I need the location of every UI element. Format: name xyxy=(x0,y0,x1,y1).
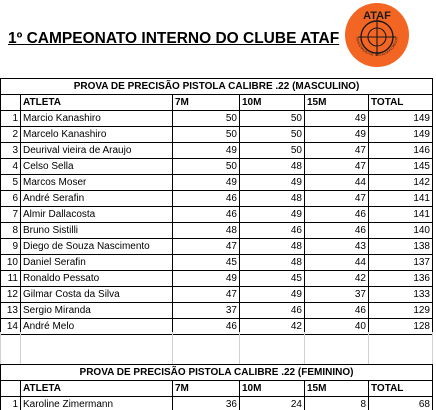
row-index: 14 xyxy=(1,319,21,335)
page-title: 1º CAMPEONATO INTERNO DO CLUBE ATAF xyxy=(8,30,340,47)
score-10m: 50 xyxy=(240,143,305,159)
score-7m: 47 xyxy=(173,287,240,303)
row-index: 7 xyxy=(1,207,21,223)
row-index: 5 xyxy=(1,175,21,191)
score-7m: 45 xyxy=(173,255,240,271)
row-index: 1 xyxy=(1,111,21,127)
score-total: 141 xyxy=(369,207,433,223)
score-15m: 8 xyxy=(305,397,369,410)
score-total: 140 xyxy=(369,223,433,239)
male-header-row xyxy=(1,95,433,111)
table-row xyxy=(1,175,433,191)
athlete-name: Ronaldo Pessato xyxy=(21,271,173,287)
score-15m: 43 xyxy=(305,239,369,255)
score-total: 133 xyxy=(369,287,433,303)
athlete-name: Sergio Miranda xyxy=(21,303,173,319)
female-results-table xyxy=(0,364,433,410)
athlete-name: Almir Dallacosta xyxy=(21,207,173,223)
athlete-name: Daniel Serafin xyxy=(21,255,173,271)
table-row xyxy=(1,303,433,319)
row-index: 12 xyxy=(1,287,21,303)
score-15m: 42 xyxy=(305,271,369,287)
athlete-name: Marcos Moser xyxy=(21,175,173,191)
table-row xyxy=(1,397,433,410)
score-10m: 48 xyxy=(240,255,305,271)
male-table-title: PROVA DE PRECISÃO PISTOLA CALIBRE .22 (MASCULINO) xyxy=(1,79,433,95)
score-7m: 49 xyxy=(173,175,240,191)
male-results-table xyxy=(0,78,433,335)
table-row xyxy=(1,191,433,207)
score-7m: 49 xyxy=(173,143,240,159)
athlete-name: Gilmar Costa da Silva xyxy=(21,287,173,303)
header-athlete: ATLETA xyxy=(21,381,173,397)
athlete-name: André Serafin xyxy=(21,191,173,207)
score-10m: 48 xyxy=(240,239,305,255)
score-15m: 47 xyxy=(305,143,369,159)
score-total: 138 xyxy=(369,239,433,255)
score-total: 145 xyxy=(369,159,433,175)
row-index: 13 xyxy=(1,303,21,319)
row-index: 3 xyxy=(1,143,21,159)
score-7m: 46 xyxy=(173,207,240,223)
athlete-name: Bruno Sistilli xyxy=(21,223,173,239)
score-15m: 47 xyxy=(305,191,369,207)
score-total: 129 xyxy=(369,303,433,319)
score-total: 136 xyxy=(369,271,433,287)
score-15m: 49 xyxy=(305,111,369,127)
score-15m: 44 xyxy=(305,255,369,271)
score-7m: 50 xyxy=(173,159,240,175)
score-10m: 49 xyxy=(240,175,305,191)
score-7m: 48 xyxy=(173,223,240,239)
score-total: 128 xyxy=(369,319,433,335)
header-7m: 7M xyxy=(173,381,240,397)
score-7m: 46 xyxy=(173,191,240,207)
score-15m: 47 xyxy=(305,159,369,175)
score-15m: 46 xyxy=(305,303,369,319)
score-10m: 49 xyxy=(240,207,305,223)
table-row xyxy=(1,159,433,175)
header-15m: 15M xyxy=(305,381,369,397)
score-10m: 48 xyxy=(240,159,305,175)
logo-text: ATAF xyxy=(363,10,391,22)
score-15m: 44 xyxy=(305,175,369,191)
row-index: 11 xyxy=(1,271,21,287)
athlete-name: Karoline Zimermann xyxy=(21,397,173,410)
row-index: 10 xyxy=(1,255,21,271)
score-7m: 36 xyxy=(173,397,240,410)
score-15m: 49 xyxy=(305,127,369,143)
table-row xyxy=(1,143,433,159)
table-row xyxy=(1,239,433,255)
row-index: 2 xyxy=(1,127,21,143)
female-header-row xyxy=(1,381,433,397)
score-10m: 46 xyxy=(240,223,305,239)
score-7m: 50 xyxy=(173,127,240,143)
score-7m: 50 xyxy=(173,111,240,127)
logo-ring-text: ASSOCIAÇÃO DE TIRO ALTA FLORESTA xyxy=(355,36,399,58)
score-total: 141 xyxy=(369,191,433,207)
row-index: 1 xyxy=(1,397,21,410)
header-athlete: ATLETA xyxy=(21,95,173,111)
row-index: 4 xyxy=(1,159,21,175)
score-7m: 47 xyxy=(173,239,240,255)
athlete-name: Deurival vieira de Araujo xyxy=(21,143,173,159)
score-15m: 46 xyxy=(305,207,369,223)
table-row xyxy=(1,287,433,303)
score-10m: 50 xyxy=(240,111,305,127)
table-row xyxy=(1,271,433,287)
header-index xyxy=(1,381,21,397)
athlete-name: Diego de Souza Nascimento xyxy=(21,239,173,255)
header-total: TOTAL xyxy=(369,381,433,397)
header-15m: 15M xyxy=(305,95,369,111)
header-10m: 10M xyxy=(240,381,305,397)
female-title-row xyxy=(1,365,433,381)
table-row xyxy=(1,111,433,127)
header-index xyxy=(1,95,21,111)
score-15m: 37 xyxy=(305,287,369,303)
score-10m: 49 xyxy=(240,287,305,303)
header-10m: 10M xyxy=(240,95,305,111)
spacer-row xyxy=(0,332,436,364)
row-index: 9 xyxy=(1,239,21,255)
score-total: 142 xyxy=(369,175,433,191)
table-row xyxy=(1,207,433,223)
score-15m: 40 xyxy=(305,319,369,335)
table-row xyxy=(1,127,433,143)
athlete-name: Marcelo Kanashiro xyxy=(21,127,173,143)
score-7m: 37 xyxy=(173,303,240,319)
table-row xyxy=(1,255,433,271)
athlete-name: Marcio Kanashiro xyxy=(21,111,173,127)
ataf-logo xyxy=(344,2,410,68)
header-total: TOTAL xyxy=(369,95,433,111)
female-table-title: PROVA DE PRECISÃO PISTOLA CALIBRE .22 (FEMININO) xyxy=(1,365,433,381)
score-15m: 46 xyxy=(305,223,369,239)
score-10m: 24 xyxy=(240,397,305,410)
header-7m: 7M xyxy=(173,95,240,111)
score-total: 68 xyxy=(369,397,433,410)
male-title-row xyxy=(1,79,433,95)
score-total: 146 xyxy=(369,143,433,159)
score-7m: 49 xyxy=(173,271,240,287)
score-total: 137 xyxy=(369,255,433,271)
row-index: 8 xyxy=(1,223,21,239)
score-10m: 46 xyxy=(240,303,305,319)
score-total: 149 xyxy=(369,111,433,127)
score-7m: 46 xyxy=(173,319,240,335)
score-10m: 45 xyxy=(240,271,305,287)
score-total: 149 xyxy=(369,127,433,143)
row-index: 6 xyxy=(1,191,21,207)
score-10m: 48 xyxy=(240,191,305,207)
score-10m: 42 xyxy=(240,319,305,335)
athlete-name: André Melo xyxy=(21,319,173,335)
table-row xyxy=(1,223,433,239)
athlete-name: Celso Sella xyxy=(21,159,173,175)
score-10m: 50 xyxy=(240,127,305,143)
